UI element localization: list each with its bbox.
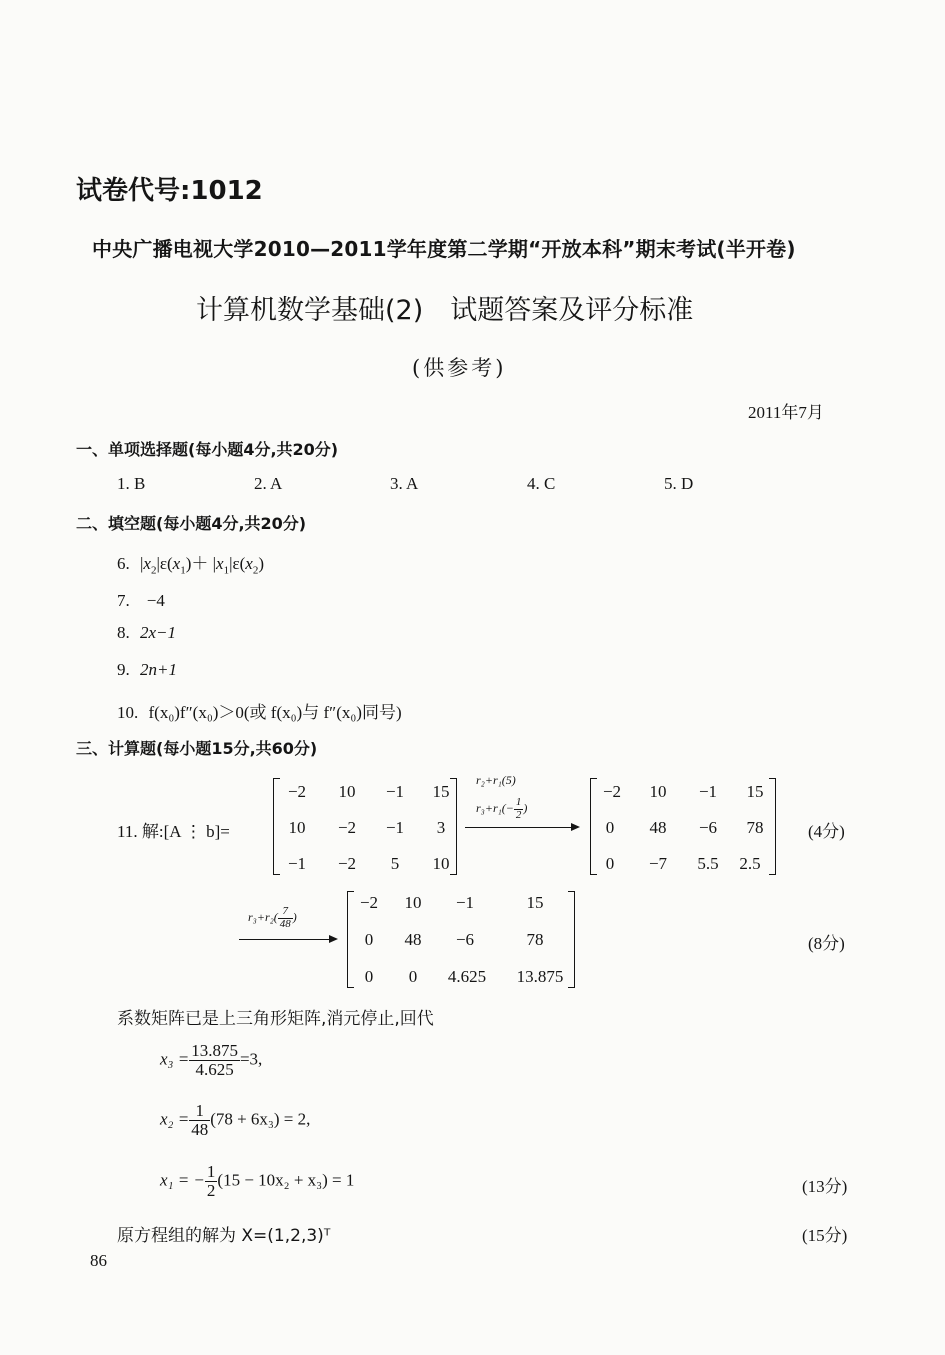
matrix-cell: −1 (385, 818, 405, 837)
x3-equation (160, 1042, 262, 1079)
matrix-cell: 15 (746, 782, 764, 801)
augmented-matrix-label: [A ⋮ b]= (163, 822, 230, 841)
q6-expression: $|x_2|\varepsilon(x_1)+ |x_1|\varepsilon(x_2)$ (140, 554, 264, 577)
matrix-original (273, 778, 457, 875)
x1-lhs: x₁ = − (160, 1170, 205, 1190)
matrix-cell: −1 (385, 782, 405, 801)
x2-rhs: (78 + 6x₃) = 2, (210, 1109, 311, 1129)
row-op-2-suffix: ) (292, 909, 297, 924)
solution-line: 原方程组的解为 X=(1,2,3)ᵀ (117, 1226, 331, 1246)
matrix-cell: 0 (605, 818, 615, 837)
x1-fraction (205, 1163, 218, 1200)
matrix-cell: 78 (526, 930, 544, 949)
x2-lhs: x₂ = (160, 1109, 190, 1129)
score-8: (8分) (808, 934, 845, 953)
mc-answer-4: 4. C (527, 474, 556, 493)
matrix-cell: 0 (364, 930, 374, 949)
institution-line: 中央广播电视大学2010—2011学年度第二学期“开放本科”期末考试(半开卷) (92, 237, 796, 261)
row-op-arrow-1-head (571, 823, 580, 831)
mc-answer-1: 1. B (117, 474, 146, 493)
row-op-2 (248, 906, 297, 930)
score-15: (15分) (802, 1226, 848, 1245)
matrix-cell: 10 (288, 818, 306, 837)
fraction-numerator: 1 (189, 1102, 210, 1121)
x1-equation (160, 1163, 354, 1200)
mc-answer-3: 3. A (390, 474, 419, 493)
section1-heading: 一、单项选择题(每小题4分,共20分) (76, 440, 339, 459)
q8-number: 8. (117, 623, 130, 642)
matrix-cell: −2 (337, 818, 357, 837)
mc-answer-5: 5. D (664, 474, 694, 493)
x2-fraction (189, 1102, 210, 1139)
q6-number: 6. (117, 554, 130, 573)
fill-answer-9 (117, 660, 177, 680)
exam-date: 2011年7月 (748, 403, 824, 422)
matrix-cell: 78 (746, 818, 764, 837)
matrix-cell: 48 (649, 818, 667, 837)
matrix-cell: 4.625 (447, 967, 487, 986)
fraction-denominator: 2 (206, 1180, 216, 1200)
x3-lhs: x₃ = (160, 1049, 190, 1069)
row-op-1-suffix: ) (523, 800, 528, 815)
q10-value: f(x₀)f″(x₀)＞0(或 f(x₀)与 f″(x₀)同号) (148, 703, 402, 722)
matrix-cell: 15 (432, 782, 450, 801)
fill-answer-7: 7. −4 (117, 591, 165, 610)
subject-title: 计算机数学基础(2) 试题答案及评分标准 (196, 295, 694, 326)
matrix-cell: −2 (359, 893, 379, 912)
matrix-cell: −2 (337, 854, 357, 873)
score-13: (13分) (802, 1177, 848, 1196)
matrix-cell: 10 (404, 893, 422, 912)
reference-note: (供参考) (412, 356, 507, 380)
matrix-cell: 5 (390, 854, 400, 873)
fraction-numerator: 1 (515, 796, 522, 808)
q9-number: 9. (117, 660, 130, 679)
row-op-arrow-2-head (329, 935, 338, 943)
fraction-numerator: 13.875 (191, 1041, 238, 1060)
q11-solution-label: 11. 解: (117, 822, 164, 841)
matrix-cell: 0 (408, 967, 418, 986)
matrix-cell: 5.5 (697, 854, 719, 873)
fraction-numerator: 1 (206, 1162, 216, 1181)
q8-value: 2x−1 (140, 623, 177, 642)
mc-answer-2: 2. A (254, 474, 283, 493)
matrix-cell: 0 (364, 967, 374, 986)
row-op-1-bottom (476, 797, 527, 821)
matrix-cell: 10 (432, 854, 450, 873)
q10-number: 10. (117, 703, 139, 722)
matrix-cell: −1 (455, 893, 475, 912)
row-op-1-prefix: r₃+r₁(− (476, 800, 514, 815)
section2-heading: 二、填空题(每小题4分,共20分) (76, 514, 307, 533)
matrix-upper-triangular (347, 891, 575, 988)
q9-value: 2n+1 (140, 660, 177, 679)
row-op-1-fraction (514, 797, 524, 821)
paper-code: 试卷代号:1012 (76, 176, 263, 206)
matrix-cell: 3 (436, 818, 446, 837)
row-op-arrow-1 (465, 827, 573, 828)
fraction-denominator: 2 (515, 808, 522, 821)
page-number: 86 (90, 1251, 107, 1270)
x2-equation (160, 1102, 310, 1139)
matrix-cell: 13.875 (516, 967, 564, 986)
fraction-denominator: 48 (279, 917, 291, 930)
matrix-cell: 15 (526, 893, 544, 912)
matrix-cell: −6 (455, 930, 475, 949)
fraction-denominator: 4.625 (195, 1059, 234, 1079)
fraction-numerator: 7 (278, 906, 293, 919)
fill-answer-6 (117, 549, 264, 576)
fill-answer-8 (117, 623, 176, 643)
matrix-cell: −1 (287, 854, 307, 873)
matrix-step-1 (590, 778, 776, 875)
x3-rhs: =3, (239, 1049, 263, 1069)
row-op-1-top: r₂+r₁(5) (476, 773, 516, 787)
q11-label (117, 817, 230, 842)
x3-fraction (189, 1042, 240, 1079)
matrix-cell: 2.5 (739, 854, 761, 873)
matrix-cell: 0 (605, 854, 615, 873)
matrix-cell: −7 (648, 854, 668, 873)
row-op-2-prefix: r₃+r₂( (248, 909, 278, 924)
section3-heading: 三、计算题(每小题15分,共60分) (76, 739, 318, 758)
matrix-cell: −2 (602, 782, 622, 801)
row-op-arrow-2 (239, 939, 331, 940)
fraction-denominator: 48 (191, 1119, 209, 1139)
score-4: (4分) (808, 822, 845, 841)
matrix-cell: −2 (287, 782, 307, 801)
matrix-cell: −6 (698, 818, 718, 837)
x1-rhs: (15 − 10x₂ + x₃) = 1 (217, 1170, 355, 1190)
matrix-cell: 10 (338, 782, 356, 801)
matrix-cell: 48 (404, 930, 422, 949)
fill-answer-10 (117, 698, 402, 723)
back-substitution-text: 系数矩阵已是上三角形矩阵,消元停止,回代 (117, 1009, 434, 1029)
row-op-2-fraction (278, 906, 293, 930)
matrix-cell: −1 (698, 782, 718, 801)
matrix-cell: 10 (649, 782, 667, 801)
